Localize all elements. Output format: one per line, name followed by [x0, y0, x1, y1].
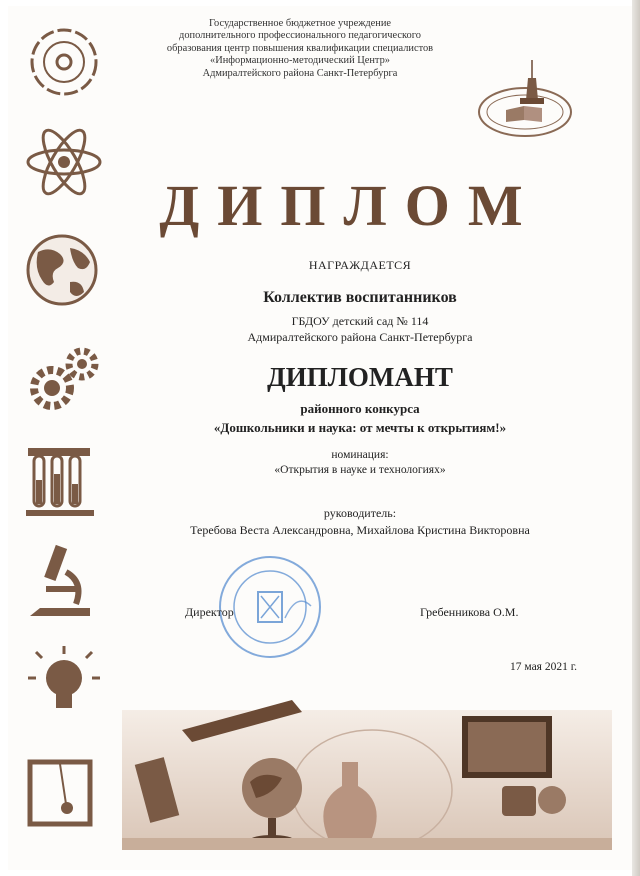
header-line: образования центр повышения квалификации специалистов [166, 42, 434, 54]
science-icons-column [20, 20, 110, 860]
org-line: Адмиралтейского района Санкт-Петербурга [247, 330, 473, 344]
contest-line: районного конкурса [300, 401, 420, 416]
institution-header [150, 18, 450, 80]
recipient-name: Коллектив воспитанников [263, 289, 457, 306]
test-tubes-icon [20, 440, 110, 520]
institution-emblem [470, 60, 580, 140]
contest-line: «Дошкольники и наука: от мечты к открытиям!» [213, 420, 507, 435]
scan-edge [632, 0, 640, 876]
pendulum-icon [20, 754, 110, 834]
lightbulb-icon [20, 642, 110, 722]
gears-icon [20, 340, 110, 420]
atom-circle-icon [20, 24, 110, 104]
awarded-label: НАГРАЖДАЕТСЯ [308, 258, 412, 272]
director-label: Директор [185, 605, 234, 619]
nomination-value: «Открытия в науке и технологиях» [274, 464, 446, 476]
header-line: «Информационно-методический Центр» [210, 55, 390, 67]
globe-icon [20, 232, 110, 312]
nomination-label: номинация: [331, 449, 389, 461]
header-line: Государственное бюджетное учреждение [208, 18, 392, 29]
microscope-icon [20, 542, 110, 622]
supervisor [130, 505, 590, 539]
header-line: дополнительного профессионального педагогического [179, 30, 421, 42]
header-line: Адмиралтейского района Санкт-Петербурга [202, 67, 398, 79]
atom-icon [20, 124, 110, 204]
issue-date: 17 мая 2021 г. [510, 661, 578, 673]
recipient-organization [130, 313, 590, 345]
science-illustration [122, 690, 622, 850]
supervisor-names: Теребова Веста Александровна, Михайлова Кристина Викторовна [190, 523, 530, 537]
award-title: ДИПЛОМАНТ [267, 362, 453, 392]
nomination [130, 448, 590, 478]
contest-name [130, 399, 590, 437]
director-name: Гребенникова О.М. [420, 605, 519, 619]
certificate-title: ДИПЛОМ [159, 173, 541, 238]
org-line: ГБДОУ детский сад № 114 [291, 314, 429, 328]
supervisor-label: руководитель: [323, 506, 397, 520]
